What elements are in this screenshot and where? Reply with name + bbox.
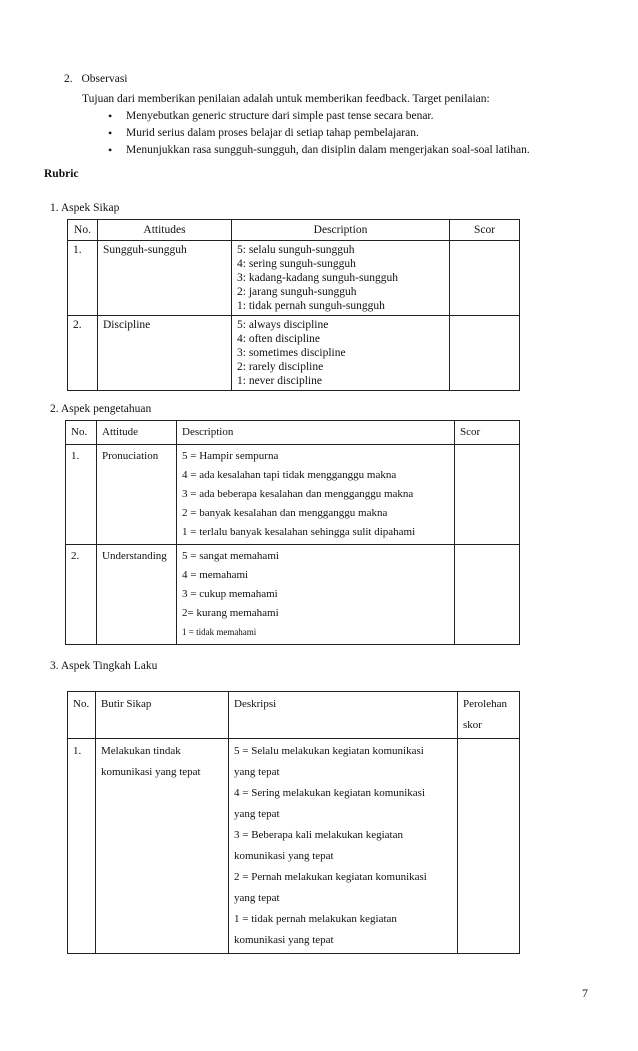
desc-line: 4 = Sering melakukan kegiatan komunikasi [234, 787, 426, 799]
observasi-target-list [108, 108, 530, 159]
row-butir [96, 739, 229, 954]
desc-line: yang tepat [234, 766, 280, 778]
observasi-number: 2. [64, 73, 73, 85]
header-skor: skor [463, 719, 482, 731]
row-description [229, 739, 458, 954]
row-attitude: Discipline [98, 316, 232, 391]
row-attitude: Pronuciation [97, 445, 177, 545]
desc-line: 4: sering sunguh-sungguh [237, 258, 356, 270]
desc-line: 1 = tidak memahami [182, 627, 257, 637]
tingkah-laku-table [67, 691, 520, 954]
desc-line: 3: kadang-kadang sunguh-sungguh [237, 272, 398, 284]
header-description: Description [232, 220, 450, 241]
desc-line: 4 = memahami [182, 569, 249, 581]
desc-line: 3 = ada beberapa kesalahan dan mengganggu makna [182, 488, 414, 500]
desc-line: 2: jarang sunguh-sungguh [237, 286, 357, 298]
desc-line: 5: always discipline [237, 319, 329, 331]
desc-line: 3 = Beberapa kali melakukan kegiatan [234, 829, 403, 841]
row-score-cell [450, 241, 520, 316]
pengetahuan-heading: 2. Aspek pengetahuan [50, 403, 152, 415]
observasi-intro: Tujuan dari memberikan penilaian adalah untuk memberikan feedback. Target penilaian: [82, 93, 490, 105]
row-no: 2. [68, 316, 98, 391]
header-butir-sikap: Butir Sikap [96, 692, 229, 739]
row-no: 1. [66, 445, 97, 545]
desc-line: komunikasi yang tepat [234, 934, 334, 946]
header-scor: Scor [450, 220, 520, 241]
sikap-table [67, 219, 520, 391]
table-row [66, 445, 520, 545]
table-row [68, 739, 520, 954]
butir-line: Melakukan tindak [101, 745, 181, 757]
row-description [177, 445, 455, 545]
desc-line: 2 = Pernah melakukan kegiatan komunikasi [234, 871, 427, 883]
tingkah-laku-heading: 3. Aspek Tingkah Laku [50, 660, 158, 672]
desc-line: 1 = tidak pernah melakukan kegiatan [234, 913, 397, 925]
row-attitude: Sungguh-sungguh [98, 241, 232, 316]
desc-line: 5 = sangat memahami [182, 550, 279, 562]
row-no: 2. [66, 545, 97, 645]
header-no: No. [66, 421, 97, 445]
target-item: • Menunjukkan rasa sungguh-sungguh, dan disiplin dalam mengerjakan soal-soal latihan. [108, 142, 530, 159]
header-deskripsi: Deskripsi [229, 692, 458, 739]
observasi-title: Observasi [81, 73, 128, 85]
header-no: No. [68, 692, 96, 739]
row-score-cell [455, 445, 520, 545]
pengetahuan-table [65, 420, 520, 645]
row-description [232, 316, 450, 391]
desc-line: 2= kurang memahami [182, 607, 279, 619]
table-header-row [68, 692, 520, 739]
row-score-cell [455, 545, 520, 645]
desc-line: 3 = cukup memahami [182, 588, 278, 600]
page-number: 7 [582, 986, 588, 1000]
desc-line: 1: tidak pernah sunguh-sungguh [237, 300, 385, 312]
desc-line: 2: rarely discipline [237, 361, 324, 373]
row-score-cell [458, 739, 520, 954]
row-attitude: Understanding [97, 545, 177, 645]
target-item: • Murid serius dalam proses belajar di setiap tahap pembelajaran. [108, 125, 530, 142]
sikap-heading: 1. Aspek Sikap [50, 202, 120, 214]
header-attitude: Attitude [97, 421, 177, 445]
header-description: Description [177, 421, 455, 445]
header-attitudes: Attitudes [98, 220, 232, 241]
header-scor: Scor [455, 421, 520, 445]
table-row [68, 316, 520, 391]
desc-line: yang tepat [234, 808, 280, 820]
rubric-title: Rubric [44, 168, 79, 180]
row-score-cell [450, 316, 520, 391]
target-item: • Menyebutkan generic structure dari simple past tense secara benar. [108, 108, 530, 125]
desc-line: 1 = terlalu banyak kesalahan sehingga sulit dipahami [182, 526, 416, 538]
table-row [66, 545, 520, 645]
table-row [68, 241, 520, 316]
row-description [232, 241, 450, 316]
desc-line: 5: selalu sunguh-sungguh [237, 244, 355, 256]
row-description [177, 545, 455, 645]
table-header-row [68, 220, 520, 241]
header-perolehan: Perolehan [463, 698, 507, 710]
desc-line: 1: never discipline [237, 375, 322, 387]
row-no: 1. [68, 241, 98, 316]
desc-line: 2 = banyak kesalahan dan mengganggu makna [182, 507, 388, 519]
desc-line: 4: often discipline [237, 333, 321, 345]
desc-line: 3: sometimes discipline [237, 347, 346, 359]
desc-line: 5 = Hampir sempurna [182, 450, 279, 462]
observasi-heading [64, 73, 128, 85]
desc-line: komunikasi yang tepat [234, 850, 334, 862]
header-no: No. [68, 220, 98, 241]
desc-line: 5 = Selalu melakukan kegiatan komunikasi [234, 745, 424, 757]
row-no: 1. [68, 739, 96, 954]
desc-line: 4 = ada kesalahan tapi tidak mengganggu makna [182, 469, 397, 481]
table-header-row [66, 421, 520, 445]
desc-line: yang tepat [234, 892, 280, 904]
butir-line: komunikasi yang tepat [101, 766, 201, 778]
header-perolehan-skor [458, 692, 520, 739]
